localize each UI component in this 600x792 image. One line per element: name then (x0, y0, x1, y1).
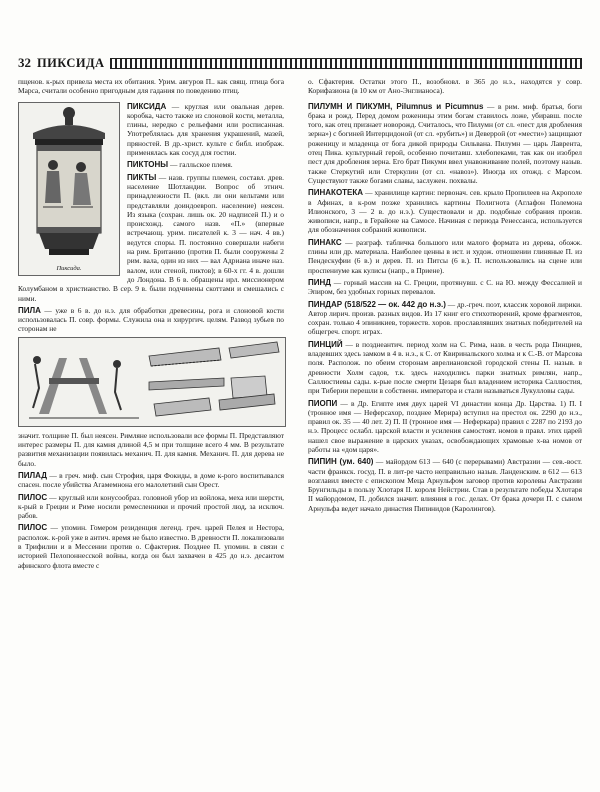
entry-text: — уже в 6 в. до н.э. для обработки древесины, рога и слоновой кости использовалась П. совр. формы. Служила она и хирургич. целям. Развод зубьев по сторонам не (18, 305, 284, 334)
headword: ПИНАКОТЕКА (308, 188, 364, 198)
entry-text: — хранилище картин: первонач. сев. крыло Пропилеев на Акрополе в Афинах, в к-ром позже хранились картины Полигнота (Аглафон Полемона Илионского, 3 — 2 в. до н.э.). Существовали и др. подобные собрания произв. живописи, напр., в Герайоне на Самосе. Начиная с периода Ренессанса, используется для обозначения собраний живописи. (308, 188, 582, 235)
headword: ПИНДАР (518/522 — ок. 442 до н.э.) (308, 299, 446, 309)
entry-text: — круглый или конусообраз. головной убор из войлока, меха или шерсти, к-рый в Греции и Риме носили ремесленники и прочий простой люд, за исключ. рабов. (18, 492, 284, 521)
entry-continuation: пщенов. к-рых привела места их обитания. Урим. авгуров П.. как свящ. птица бога Марса, считали особенно пригодным для гадания по поведению птиц. (18, 77, 284, 96)
entry-continuation: о. Сфактерия. Остатки этого П., возобновл. в 365 до н.э., находятся у совр. Корифазиона (в 10 км от Ано-Энглианоса). (308, 77, 582, 96)
entry-pinciy (308, 340, 582, 396)
headword: ПИПИН (ум. 640) (308, 457, 374, 467)
entry-pilos-hat (18, 493, 284, 521)
entry-text: — в позднеантич. период холм на С. Рима, назв. в честь рода Пинциев, владевших здесь замком в 4 в. н.э., к С. от Квиринальского холма и к С.-В. от Марсова поля. Располож. по обеим сторонам аврелиановской городской стены П. назыв. в древности Холм садов, т.к. здесь находились парки знатных римлян, напр., Саллюстиевы сады. к-рые после смерти Цезаря был владением историка Саллюстия, при Тиберии перешли в собственн. императора и стали называться Лукулловы сады. (308, 339, 582, 396)
entry-text: — разграф. табличка большого или малого формата из дерева, обожж. глины или др. материала. Наиболее ценны в ист. и худож. отношении глиняные П. из Пендескуфии (6 в.) и дерев. П. из Питсы (6 в.). П. использовались на сцене или проспениуме как кулисы (напр., в Приене). (308, 237, 582, 275)
entry-pilad (18, 471, 284, 490)
headword: ПИКТЫ (127, 172, 157, 182)
entry-pila (18, 306, 284, 334)
headword: ПИНД (308, 277, 331, 287)
entry-text: — в греч. миф. сын Строфия, царя Фокиды, в доме к-рого воспитывался спасен. после убийства Агамемнона его малолетний сын Орест. (18, 470, 284, 490)
entry-text: — галльское племя. (168, 160, 233, 170)
pyxis-figure (18, 102, 120, 276)
entry-pipin (308, 457, 582, 513)
headword: ПИКСИДА (127, 101, 167, 111)
entry-text: — горный массив на С. Греции, протянувш. с С. на Ю. между Фессалией и Эпиром, без удобных горных перевалов. (308, 277, 582, 297)
decorative-border (110, 58, 582, 69)
entry-text: — назв. группы племен, составл. древ. население Шотландии. Вопрос об этнич. принадлежности П. (вкл. ли они кельтами или представляли доиндоевроп. население) неясен. Из языка (сохран. лишь ок. 20 надписей П.) и о происхожд. самого назв. «П.» (впервые встречающ. урим. писателей к. 3 — нач. 4 вв.) ведутся споры. П. постоянно совершали набеги на рим. Британию (против П. были сооружены 2 рим. вала, один из них — вал Адриана иначе наз. валом, или стеной, пиктов); в 60-х гг. 4 в. дошли до Лондона. В 6 в. обращены ирл. миссионером Колумбаном в христианство. В сер. 9 в. были подчинены скоттами и смешались с ними. (18, 172, 284, 303)
running-title: ПИКСИДА (37, 55, 105, 70)
headword: ПИКТОНЫ (127, 160, 169, 170)
headword: ПИОПИ (308, 398, 338, 408)
entry-text: — майордом 613 — 640 (с перерывами) Австразии — сев.-вост. части франкск. госуд. П. в лит-ре часто неправильно назыв. Ланденским. в 612 — 613 возглавил вместе с епископом Меца Арнульфом заговор против королевы Австразии Брунгильды в пользу Хлотаря II. короля Нейстрии. Став в результате победы Хлотаря II майордомом, П. добился значит. влияния в гос. делах. От брака дочери П. с сыном Арнульфа ведет начало династия Пипинидов (Каролингов). (308, 457, 582, 513)
entry-pinakoteka (308, 188, 582, 234)
entry-pilumn (308, 102, 582, 186)
headword: ПИЛАД (18, 470, 47, 480)
saw-workers-illustration (19, 338, 285, 426)
entry-pinaks (308, 238, 582, 275)
headword: ПИЛОС (18, 492, 48, 502)
pyxis-vase-illustration (19, 103, 119, 265)
headword: ПИНАКС (308, 237, 342, 247)
page-number: 32 (18, 55, 31, 70)
entry-text: — упомин. Гомером резиденция легенд. греч. царей Пелея и Нестора, располож. к-рой уже в антич. время не было известно. В древности П. локализовали в Трифилии и в Мессении против о. Сфактерия. Позднее П. упомин. в связи с историей Пелопоннесской войны, когда он был захвачен в 425 до н.э. десантом афинского флота вместе с (18, 523, 285, 570)
headword: ПИНЦИЙ (308, 339, 343, 349)
figure-caption: Пиксида. (56, 265, 82, 273)
entry-pind (308, 278, 582, 297)
right-column (308, 77, 582, 516)
entry-text: — круглая или овальная дерев. коробка, часто также из слоновой кости, металла, глины, нередко с рельефами или росписанная. Употреблялась для хранения украшений, мазей, пряностей. В др.-христ. культе с библ. изображ. применялась как сосуд для гостии. (127, 101, 284, 158)
entry-pila-continued: значит. толщине П. был неясен. Римляне использовали все формы П. Представляют интерес размеры П. для камня длиной 4,5 м при толщине всего 4 мм. В результате развития механизации появилась механич. П. для камня. Механич. П. для дерева не было. (18, 430, 284, 468)
saw-figure (18, 337, 286, 427)
entry-piopi (308, 399, 582, 455)
headword: ПИЛУМН И ПИКУМН, Pilumnus и Picumnus (308, 101, 484, 111)
left-column (18, 77, 284, 573)
entry-pindar (308, 300, 582, 337)
entry-text: — в рим. миф. братья, боги брака и рожд. Перед домом роженицы этим богам ставилось ложе, убиравш. после того, как отец признает новорожд. Считалось, что Пилумн (от сл. «пест для дробления зерна») с богиней Интерцидоной (от сл. «рубить») и Деверрой (от «мести») защищают роженицу и младенца от бога дикой природы Сильвана. Пилумн — царь Лаврента, отец Пикa. культурный герой, особенно почитавш. хлебопеками, так как он изобрел пест для дробления зерна. Его брат Пикумн ввел унавоживание полей, поэтому назыв. также Стеркутий или Стеркулин (от сл. «навоз»). Иногда их отожд. с Марсом. Существуют также богами славы, заслужен. похвалы. (308, 101, 582, 185)
entry-pilos-city (18, 523, 284, 569)
headword: ПИЛА (18, 305, 41, 315)
headword: ПИЛОС (18, 523, 48, 533)
running-header (18, 54, 582, 72)
entry-text: — в Др. Египте имя двух царей VI династии конца Др. Царства. 1) П. I (тронное имя — Неферсахор, позднее Мерира) вступил на престол ок. 2290 до н.э., правил ок. 35 — 40 лет. 2) П. II (тронное имя — Неферкара) правил с 2287 по 2193 до н.э. Процесс ослабл. царской власти и усиления самостоят. номов в правл. этих царей нашел свое выражение в царских указах, освобождающих храмовые х-ва номов от работы на «дом царя». (308, 398, 582, 454)
entry-text: — др.-греч. поэт, классик хоровой лирики. Автор лирич. произв. разных видов. Из 17 книг его стихотворений, кроме фрагментов, сохран. только 4 эпиникиев, торжеств. хоров. прославлявших знатных победителей на общегреч. спорт. играх. (308, 299, 582, 337)
